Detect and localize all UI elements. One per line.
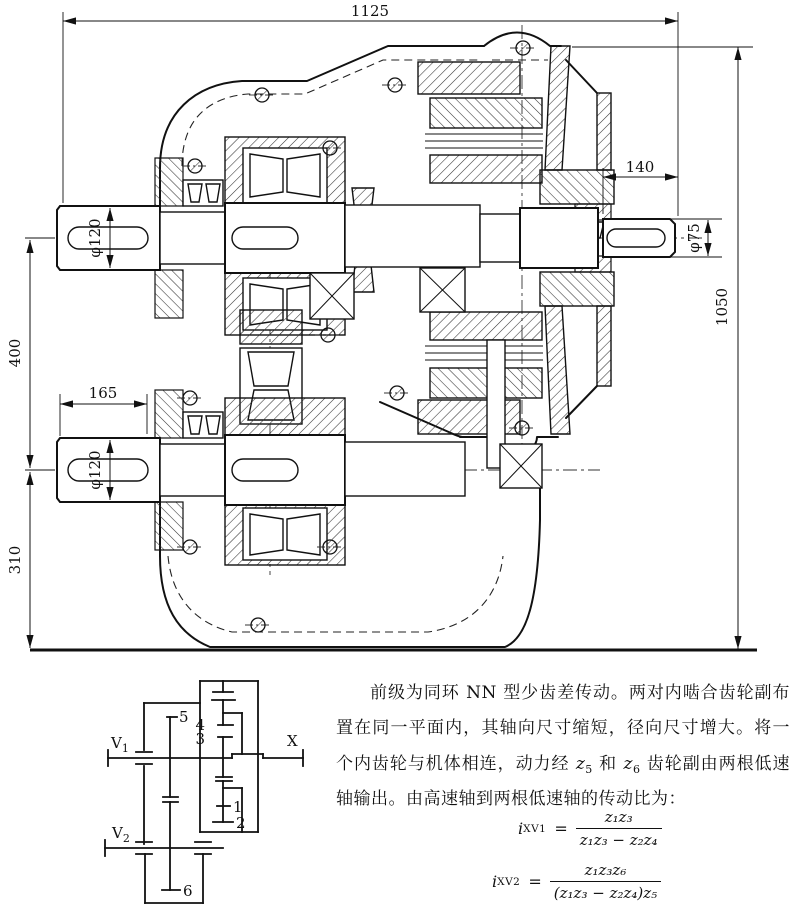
transmission-ratio-formulas [492, 800, 782, 902]
z5-subscript: 5 [585, 762, 593, 776]
formula-ixv2: i XV2 = $\frac{\text{z₁z₃z₆}}{\text{(z₁z₃ − z₂z₄)z₅}}$ [492, 861, 782, 902]
label-gear5: 5 [179, 708, 189, 726]
formula-ixv1: i XV1 = $\frac{\text{z₁z₃}}{\text{z₁z₃ − z₂z₄}}$ [518, 808, 782, 849]
dim-label-1125: 1125 [350, 2, 390, 20]
description-seg2: 和 [592, 753, 624, 774]
formula1-lhs-sub: XV1 [523, 822, 547, 835]
z5-variable: z [575, 753, 586, 774]
formula2-lhs: i [492, 872, 498, 891]
formula2-denominator: (z₁z₃ − z₂z₄)z₅ [553, 884, 658, 902]
description-seg1: 前级为同环 NN 型少齿差传动。两对内啮合齿轮副布置在同一平面内，其轴向尺寸缩短，径向尺寸增大。将一个内齿轮与机体相连，动力经 [336, 683, 790, 774]
label-v2: $V_2$ [112, 824, 130, 845]
dim-label-phi75: φ75 [685, 223, 703, 253]
schematic-labels [110, 708, 298, 900]
label-gear2: 2 [236, 814, 246, 832]
label-gear4: 4 [195, 716, 205, 734]
kinematic-schematic [55, 666, 355, 915]
formula2-numerator: z₁z₃z₆ [550, 861, 661, 882]
formula1-lhs: i [518, 819, 524, 838]
dim-label-165: 165 [88, 384, 118, 402]
description-paragraph [336, 676, 790, 817]
dimension-310 [6, 472, 30, 648]
right-shaft [480, 208, 675, 268]
label-gear1: 1 [233, 798, 243, 816]
label-v1: $V_1$ [111, 734, 129, 755]
dim-label-400: 400 [6, 338, 24, 368]
formula2-lhs-sub: XV2 [497, 875, 521, 888]
dimension-165 [60, 384, 147, 436]
label-x: X [287, 732, 298, 750]
dim-label-310: 310 [6, 545, 24, 575]
formula1-numerator: z₁z₃ [576, 808, 662, 829]
upper-shaft-assembly [57, 137, 480, 335]
schematic-frame [144, 681, 258, 903]
z6-variable: z [623, 753, 633, 774]
dim-label-140: 140 [625, 158, 655, 176]
label-gear6: 6 [183, 882, 193, 900]
dim-label-phi120-lower: φ120 [86, 450, 104, 490]
dim-label-1050: 1050 [713, 287, 731, 327]
schematic-shafts [105, 750, 303, 856]
label-gear3: 3 [195, 730, 205, 748]
formula1-denominator: z₁z₃ − z₂z₄ [579, 831, 658, 849]
dimension-400 [6, 238, 55, 470]
description-seg3: 齿轮副由两根低速轴输出。由高速轴到两根低速轴的传动比为： [336, 753, 791, 810]
z6-subscript: 6 [632, 762, 641, 776]
dim-label-phi120-upper: φ120 [86, 218, 104, 258]
